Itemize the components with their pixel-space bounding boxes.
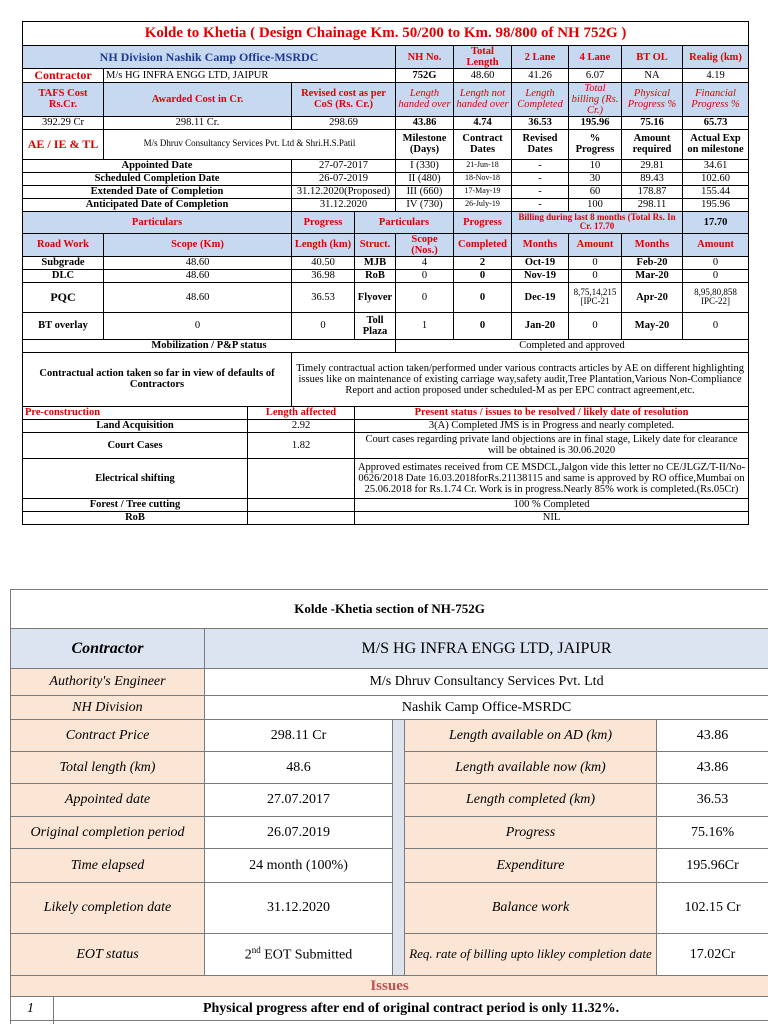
project-status-table (22, 21, 749, 525)
progress-header: Progress (292, 211, 355, 233)
billing-total: 17.70 (683, 211, 749, 233)
billing-amount2: 8,95,80,858 IPC-22] (683, 282, 749, 312)
financial-header: Financial Progress % (683, 82, 749, 116)
struct-completed: 2 (454, 256, 512, 269)
not-handed-header: Length not handed over (454, 82, 512, 116)
billing-month: Dec-19 (512, 282, 569, 312)
struct-name: MJB (355, 256, 396, 269)
awarded-value: 298.11 Cr. (104, 116, 292, 129)
billing-amount2: 0 (683, 256, 749, 269)
road-work-name: DLC (23, 269, 104, 282)
summary-ae-value: M/s Dhruv Consultancy Services Pvt. Ltd (205, 669, 768, 696)
milestone-value: IV (730) (396, 198, 454, 211)
pct-value: 30 (569, 172, 622, 185)
physical-header: Physical Progress % (622, 82, 683, 116)
precon-label: Court Cases (23, 432, 248, 458)
precon-label: Land Acquisition (23, 419, 248, 432)
issue-number: 1 (11, 997, 54, 1021)
nh-no-value: 752G (396, 69, 454, 83)
milestone-value: II (480) (396, 172, 454, 185)
summary-value-right: 43.86 (657, 720, 768, 752)
road-length: 36.98 (292, 269, 355, 282)
completed-value: 36.53 (512, 116, 569, 129)
issue-text: Physical progress after end of original contract period is only 11.32%. (54, 997, 768, 1021)
date-value: 27-07-2017 (292, 159, 396, 172)
total-length-header: Total Length (454, 46, 512, 69)
particulars-header: Particulars (23, 211, 292, 233)
struct-scope: 0 (396, 282, 454, 312)
summary-nh-value: Nashik Camp Office-MSRDC (205, 696, 768, 720)
struct-header: Struct. (355, 233, 396, 256)
road-length: 36.53 (292, 282, 355, 312)
summary-value-right: 36.53 (657, 784, 768, 817)
four-lane-value: 6.07 (569, 69, 622, 83)
summary-ae-label: Authority's Engineer (11, 669, 205, 696)
summary-value-right: 75.16% (657, 817, 768, 849)
struct-name: RoB (355, 269, 396, 282)
road-scope: 0 (104, 312, 292, 339)
summary-label-right: Progress (405, 817, 657, 849)
struct-scope: 0 (396, 269, 454, 282)
summary-label-right: Balance work (405, 883, 657, 934)
billing-header: Total billing (Rs. Cr.) (569, 82, 622, 116)
present-status-header: Present status / issues to be resolved / likely date of resolution (355, 406, 749, 419)
contract-dates-header: Contract Dates (454, 129, 512, 159)
contract-date-value: 21-Jun-18 (454, 159, 512, 172)
mobilization-value: Completed and approved (396, 339, 749, 352)
billing-month2: May-20 (622, 312, 683, 339)
realig-value: 4.19 (683, 69, 749, 83)
revised-header: Revised cost as per CoS (Rs. Cr.) (292, 82, 396, 116)
two-lane-header: 2 Lane (512, 46, 569, 69)
date-value: 31.12.2020 (292, 198, 396, 211)
summary-label-left: Likely completion date (11, 883, 205, 934)
bt-ol-header: BT OL (622, 46, 683, 69)
nh-no-header: NH No. (396, 46, 454, 69)
revised-date-value: - (512, 185, 569, 198)
summary-value-right: 102.15 Cr (657, 883, 768, 934)
months2-header: Months (622, 233, 683, 256)
revised-date-value: - (512, 159, 569, 172)
actual-value: 34.61 (683, 159, 749, 172)
length-affected-header: Length affected (248, 406, 355, 419)
summary-label-right: Length available now (km) (405, 752, 657, 784)
milestone-value: I (330) (396, 159, 454, 172)
precon-label: Electrical shifting (23, 458, 248, 498)
precon-length: 1.82 (248, 432, 355, 458)
completed-nos-header: Completed (454, 233, 512, 256)
pct-value: 60 (569, 185, 622, 198)
struct-name: Flyover (355, 282, 396, 312)
actual-value: 155.44 (683, 185, 749, 198)
date-value: 26-07-2019 (292, 172, 396, 185)
precon-length (248, 498, 355, 511)
contractor-value: M/s HG INFRA ENGG LTD, JAIPUR (104, 69, 396, 83)
tafs-value: 392.29 Cr (23, 116, 104, 129)
road-work-name: Subgrade (23, 256, 104, 269)
billing-month2: Apr-20 (622, 282, 683, 312)
summary-value-right: 195.96Cr (657, 849, 768, 883)
precon-length (248, 458, 355, 498)
struct-scope: 4 (396, 256, 454, 269)
summary-value-left: 31.12.2020 (205, 883, 393, 934)
contract-date-value: 18-Nov-18 (454, 172, 512, 185)
road-work-name: BT overlay (23, 312, 104, 339)
struct-name: Toll Plaza (355, 312, 396, 339)
billing-amount2: 0 (683, 312, 749, 339)
date-value: 31.12.2020(Proposed) (292, 185, 396, 198)
precon-status: 3(A) Completed JMS is in Progress and nearly completed. (355, 419, 749, 432)
billing-month2: Mar-20 (622, 269, 683, 282)
amount-value: 178.87 (622, 185, 683, 198)
precon-status: 100 % Completed (355, 498, 749, 511)
eot-label: EOT status (11, 934, 205, 976)
struct-completed: 0 (454, 312, 512, 339)
scope-nos-header: Scope (Nos.) (396, 233, 454, 256)
billing-rate-value: 17.02Cr (657, 934, 768, 976)
contractor-label: Contractor (23, 69, 104, 83)
tafs-header: TAFS Cost Rs.Cr. (23, 82, 104, 116)
handed-value: 43.86 (396, 116, 454, 129)
summary-label-left: Original completion period (11, 817, 205, 849)
precon-status: Court cases regarding private land objections are in final stage, Likely date for clearance will be obtained is 30.06.2020 (355, 432, 749, 458)
date-label: Extended Date of Completion (23, 185, 292, 198)
summary-value-left: 26.07.2019 (205, 817, 393, 849)
months-header: Months (512, 233, 569, 256)
precon-label: Forest / Tree cutting (23, 498, 248, 511)
billing-month: Nov-19 (512, 269, 569, 282)
not-handed-value: 4.74 (454, 116, 512, 129)
pct-progress-header: % Progress (569, 129, 622, 159)
billing-month: Oct-19 (512, 256, 569, 269)
contractual-label: Contractual action taken so far in view of defaults of Contractors (23, 352, 292, 406)
precon-status: NIL (355, 511, 749, 524)
date-label: Appointed Date (23, 159, 292, 172)
particulars2-header: Particulars (355, 211, 454, 233)
report-title: Kolde to Khetia ( Design Chainage Km. 50/200 to Km. 98/800 of NH 752G ) (23, 22, 749, 46)
milestone-value: III (660) (396, 185, 454, 198)
revised-date-value: - (512, 198, 569, 211)
issue-number (11, 1021, 54, 1024)
amount-value: 89.43 (622, 172, 683, 185)
actual-value: 195.96 (683, 198, 749, 211)
ae-label: AE / IE & TL (23, 129, 104, 159)
precon-length: 2.92 (248, 419, 355, 432)
summary-value-left: 298.11 Cr (205, 720, 393, 752)
struct-completed: 0 (454, 269, 512, 282)
billing-amount2: 0 (683, 269, 749, 282)
financial-value: 65.73 (683, 116, 749, 129)
road-work-header: Road Work (23, 233, 104, 256)
road-work-name: PQC (23, 282, 104, 312)
precon-header: Pre-construction (23, 406, 248, 419)
road-scope: 48.60 (104, 269, 292, 282)
revised-date-value: - (512, 172, 569, 185)
actual-value: 102.60 (683, 172, 749, 185)
billing-month2: Feb-20 (622, 256, 683, 269)
road-length: 40.50 (292, 256, 355, 269)
summary-value-left: 48.6 (205, 752, 393, 784)
ae-value: M/s Dhruv Consultancy Services Pvt. Ltd & Shri.H.S.Patil (104, 129, 396, 159)
issues-heading: Issues (11, 976, 768, 997)
billing-rate-label: Req. rate of billing upto likley completion date (405, 934, 657, 976)
summary-label-left: Time elapsed (11, 849, 205, 883)
total-length-value: 48.60 (454, 69, 512, 83)
contract-date-value: 26-July-19 (454, 198, 512, 211)
mobilization-label: Mobilization / P&P status (23, 339, 396, 352)
summary-label-right: Expenditure (405, 849, 657, 883)
revised-dates-header: Revised Dates (512, 129, 569, 159)
billing-value: 195.96 (569, 116, 622, 129)
billing-amount: 0 (569, 256, 622, 269)
summary-label-left: Appointed date (11, 784, 205, 817)
billing-8-months-header: Billing during last 8 months (Total Rs. In Cr. 17.70 (512, 211, 683, 233)
road-scope: 48.60 (104, 256, 292, 269)
four-lane-header: 4 Lane (569, 46, 622, 69)
milestone-header: Milestone (Days) (396, 129, 454, 159)
summary-label-right: Length available on AD (km) (405, 720, 657, 752)
column-divider (393, 720, 405, 976)
summary-label-right: Length completed (km) (405, 784, 657, 817)
amount-value: 29.81 (622, 159, 683, 172)
bt-ol-value: NA (622, 69, 683, 83)
amount-value: 298.11 (622, 198, 683, 211)
contractual-value: Timely contractual action taken/performed under various contracts articles by AE on different highlighting issues like on maintenance of existing carriage way,safety audit,Tree Plantation,Various Non-Compliance Report and action proposed under scheduled-M as per EPC contract agreement,etc. (292, 352, 749, 406)
summary-label-left: Contract Price (11, 720, 205, 752)
summary-title: Kolde -Khetia section of NH-752G (11, 590, 768, 629)
scope-km-header: Scope (Km) (104, 233, 292, 256)
struct-scope: 1 (396, 312, 454, 339)
summary-value-left: 27.07.2017 (205, 784, 393, 817)
struct-completed: 0 (454, 282, 512, 312)
awarded-header: Awarded Cost in Cr. (104, 82, 292, 116)
precon-label: RoB (23, 511, 248, 524)
actual-exp-header: Actual Exp on milestone (683, 129, 749, 159)
road-length: 0 (292, 312, 355, 339)
handed-header: Length handed over (396, 82, 454, 116)
pct-value: 10 (569, 159, 622, 172)
issue-text (54, 1021, 768, 1024)
amount-header: Amount (569, 233, 622, 256)
section-summary-table (10, 589, 768, 1024)
revised-value: 298.69 (292, 116, 396, 129)
length-km-header: Length (km) (292, 233, 355, 256)
summary-contractor-value: M/S HG INFRA ENGG LTD, JAIPUR (205, 629, 768, 669)
date-label: Scheduled Completion Date (23, 172, 292, 185)
precon-length (248, 511, 355, 524)
billing-amount: 0 (569, 269, 622, 282)
eot-value: 2nd EOT Submitted (205, 934, 393, 976)
contract-date-value: 17-May-19 (454, 185, 512, 198)
two-lane-value: 41.26 (512, 69, 569, 83)
amount2-header: Amount (683, 233, 749, 256)
pct-value: 100 (569, 198, 622, 211)
summary-nh-label: NH Division (11, 696, 205, 720)
completed-header: Length Completed (512, 82, 569, 116)
summary-value-right: 43.86 (657, 752, 768, 784)
summary-label-left: Total length (km) (11, 752, 205, 784)
amount-required-header: Amount required (622, 129, 683, 159)
precon-status: Approved estimates received from CE MSDCL,Jalgon vide this letter no CE/JLGZ/T-II/No-0626/2018 Date 16.03.2018forRs.21138115 and same is approved by RO office,Mumbai on 25.06.2018 for Rs.1.74 Cr. Work is in progress.Nearly 85% work is completed.(Rs.05Cr) (355, 458, 749, 498)
progress2-header: Progress (454, 211, 512, 233)
summary-value-left: 24 month (100%) (205, 849, 393, 883)
billing-amount: 8,75,14,215 [IPC-21 (569, 282, 622, 312)
billing-amount: 0 (569, 312, 622, 339)
realig-header: Realig (km) (683, 46, 749, 69)
billing-month: Jan-20 (512, 312, 569, 339)
road-scope: 48.60 (104, 282, 292, 312)
physical-value: 75.16 (622, 116, 683, 129)
division-header: NH Division Nashik Camp Office-MSRDC (23, 46, 396, 69)
summary-contractor-label: Contractor (11, 629, 205, 669)
date-label: Anticipated Date of Completion (23, 198, 292, 211)
